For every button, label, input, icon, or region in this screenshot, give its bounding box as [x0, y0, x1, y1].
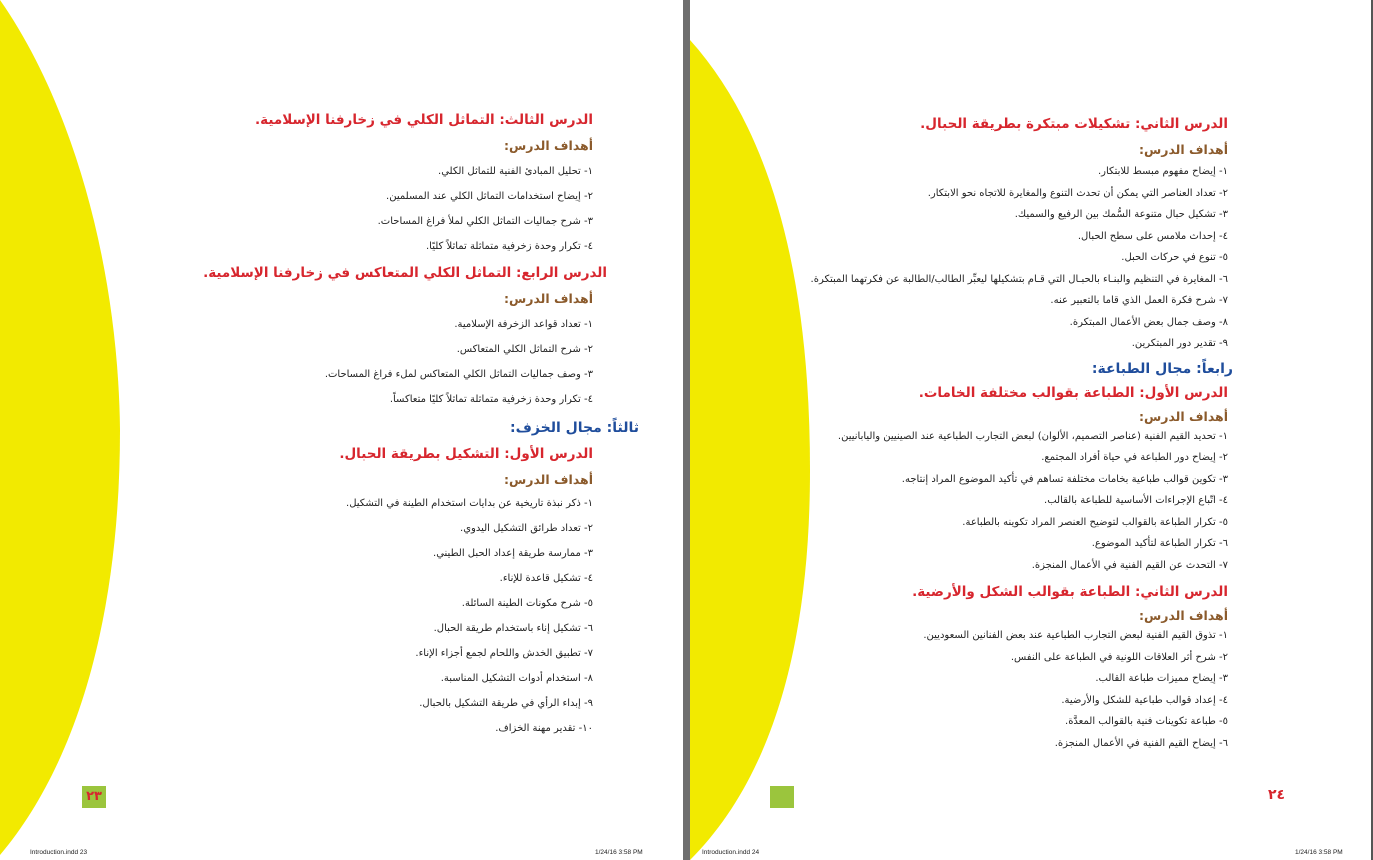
- lesson-title: الدرس الثالث: التماثل الكلي في زخارفنا الإسلامية.: [255, 112, 593, 128]
- goals-list: [690, 426, 1228, 577]
- goals-list: [123, 491, 593, 741]
- left-page-content: [123, 108, 639, 741]
- list-item: ٣- وصف جماليات التماثل الكلي المتعاكس لملء فراغ المساحات.: [324, 369, 593, 380]
- list-item: ٢- إيضاح دور الطباعة في حياة أفراد المجتمع.: [1041, 452, 1228, 463]
- list-item: ٢- إيضاح استخدامات التماثل الكلي عند المسلمين.: [386, 191, 593, 202]
- list-item: ٥- طباعة تكوينات فنية بالقوالب المعدَّة.: [1065, 716, 1228, 727]
- goals-heading: أهداف الدرس:: [1139, 142, 1228, 157]
- lesson-title: الدرس الثاني: الطباعة بقوالب الشكل والأرضية.: [912, 584, 1228, 600]
- goals-heading: أهداف الدرس:: [504, 138, 593, 153]
- list-item: ٨- استخدام أدوات التشكيل المناسبة.: [440, 673, 593, 684]
- goals-list: [123, 312, 593, 412]
- goals-heading: أهداف الدرس:: [504, 472, 593, 487]
- list-item: ٤- إحداث ملامس على سطح الحبال.: [1077, 230, 1228, 242]
- list-item: ٤- اتّباع الإجراءات الأساسية للطباعة بالقالب.: [1044, 495, 1228, 506]
- goals-list: [690, 625, 1228, 754]
- list-item: ٦- المغايرة في التنظيم والبنـاء بالحبـال التي قـام بتشكيلها ليعبِّر الطالب/الطالبة عن فكرتهما المبتكرة.: [810, 273, 1228, 285]
- list-item: ٥- تكرار الطباعة بالقوالب لتوضيح العنصر المراد تكوينه بالطباعة.: [962, 516, 1228, 528]
- list-item: ٢- تعداد طرائق التشكيل اليدوي.: [460, 523, 593, 534]
- list-item: ٢- تعداد العناصر التي يمكن أن تحدث التنوع والمغايرة للاتجاه نحو الابتكار.: [927, 187, 1228, 199]
- domain-heading: ثالثاً: مجال الخزف:: [510, 420, 639, 436]
- list-item: ٩- إبداء الرأي في طريقة التشكيل بالحبال.: [419, 698, 593, 709]
- list-item: ٤- تشكيل قاعدة للإناء.: [499, 573, 593, 584]
- list-item: ١- تحديد القيم الفنية (عناصر التصميم، الألوان) لبعض التجارب الطباعية عند الصينيين واليابانيين.: [837, 430, 1228, 442]
- slug-date: 1/24/16 3:58 PM: [595, 849, 643, 856]
- slug-filename: Introduction.indd 23: [30, 849, 88, 856]
- list-item: ٥- تنوع في حركات الحبل.: [1121, 252, 1228, 263]
- page-left: [0, 0, 683, 860]
- lesson-title: الدرس الأول: التشكيل بطريقة الحبال.: [339, 446, 593, 462]
- list-item: ٤- تكرار وحدة زخرفية متماثلة تماثلاً كليًا متعاكساً.: [389, 394, 593, 405]
- goals-heading: أهداف الدرس:: [504, 291, 593, 306]
- list-item: ١- إيضاح مفهوم مبسط للابتكار.: [1098, 166, 1228, 177]
- list-item: ٨- وصف جمال بعض الأعمال المبتكرة.: [1069, 316, 1228, 328]
- list-item: ٢- شرح التماثل الكلي المتعاكس.: [456, 344, 593, 355]
- green-page-marker: [770, 786, 794, 808]
- list-item: ١- تحليل المبادئ الفنية للتماثل الكلي.: [438, 166, 593, 177]
- list-item: ٢- شرح أثر العلاقات اللونية في الطباعة على النفس.: [1010, 651, 1228, 663]
- list-item: ١٠- تقدير مهنة الخزاف.: [495, 723, 593, 734]
- list-item: ١- تعداد قواعد الزخرفة الإسلامية.: [454, 319, 593, 330]
- list-item: ٧- شرح فكرة العمل الذي قاما بالتعبير عنه.: [1050, 295, 1228, 306]
- lesson-title: الدرس الثاني: تشكيلات مبتكرة بطريقة الحبال.: [920, 116, 1228, 132]
- list-item: ٥- شرح مكونات الطينة السائلة.: [461, 598, 593, 609]
- lesson-title: الدرس الأول: الطباعة بقوالب مختلفة الخامات.: [918, 384, 1228, 401]
- page-right: [690, 0, 1373, 860]
- goals-list: [690, 161, 1228, 355]
- list-item: ٤- تكرار وحدة زخرفية متماثلة تماثلاً كليًا.: [425, 241, 593, 252]
- list-item: ٦- تكرار الطباعة لتأكيد الموضوع.: [1091, 538, 1228, 549]
- list-item: ١- ذكر نبذة تاريخية عن بدايات استخدام الطينة في التشكيل.: [346, 498, 593, 509]
- list-item: ٦- تشكيل إناء باستخدام طريقة الحبال.: [433, 623, 593, 634]
- list-item: ٦- إيضاح القيم الفنية في الأعمال المنجزة.: [1054, 737, 1228, 749]
- page-number: ٢٤: [1268, 787, 1286, 803]
- list-item: ٣- تكوين قوالب طباعية بخامات مختلفة تساهم في تأكيد الموضوع المراد إنتاجه.: [901, 473, 1228, 485]
- list-item: ٣- ممارسة طريقة إعداد الحبل الطيني.: [433, 548, 593, 559]
- page-gutter: [683, 0, 690, 860]
- goals-heading: أهداف الدرس:: [1139, 608, 1228, 623]
- page-number: ٢٣: [82, 786, 106, 808]
- list-item: ٩- تقدير دور المبتكرين.: [1131, 338, 1228, 349]
- lesson-title: الدرس الرابع: التماثل الكلي المتعاكس في زخارفنا الإسلامية.: [203, 265, 607, 281]
- right-page-content: [690, 112, 1233, 754]
- list-item: ٤- إعداد قوالب طباعية للشكل والأرضية.: [1061, 694, 1228, 706]
- goals-list: [123, 159, 593, 259]
- slug-filename: Introduction.indd 24: [702, 849, 760, 856]
- list-item: ٧- تطبيق الخدش واللحام لجمع أجزاء الإناء.: [415, 648, 593, 659]
- goals-heading: أهداف الدرس:: [1139, 408, 1228, 424]
- slug-date: 1/24/16 3:58 PM: [1295, 849, 1343, 856]
- list-item: ٣- إيضاح مميزات طباعة القالب.: [1095, 673, 1228, 684]
- domain-heading: رابعاً: مجال الطباعة:: [1091, 360, 1233, 377]
- list-item: ١- تذوق القيم الفنية لبعض التجارب الطباعية عند بعض الفنانين السعوديين.: [923, 630, 1228, 641]
- list-item: ٣- شرح جماليات التماثل الكلي لملأ فراغ المساحات.: [377, 216, 593, 227]
- list-item: ٣- تشكيل حبال متنوعة السُّمك بين الرفيع والسميك.: [1014, 209, 1228, 220]
- list-item: ٧- التحدث عن القيم الفنية في الأعمال المنجزة.: [1031, 559, 1228, 571]
